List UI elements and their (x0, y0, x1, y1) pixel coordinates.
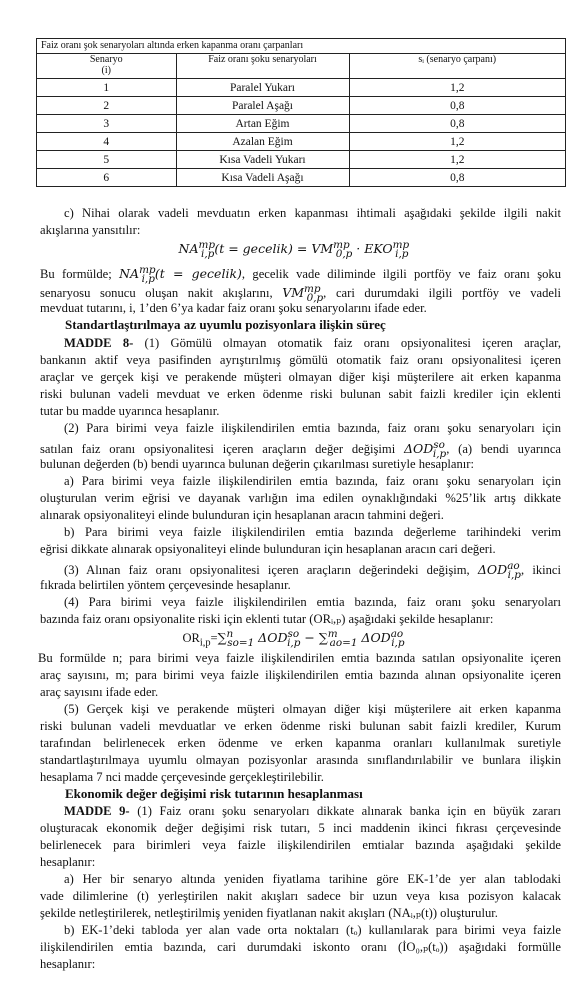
symbol-vm: $VM^{mp}_{0,p}$ (282, 283, 324, 304)
text-line: bankanın aktif veya pasifinden ayrıştırılmış gömülü otomatik faiz oranı opsiyonalitesi içeren (40, 353, 561, 367)
cell: 2 (37, 97, 176, 115)
text-line: belirlenecek para birimleri veya faizle ilişkilendirilen emtialar bazında aşağıdaki şekilde (40, 838, 561, 852)
text-line: (2) Para birimi veya faizle ilişkilendirilen emtia bazında, faiz oranı şoku senaryoları için (64, 421, 561, 435)
text-line: (4) Para birimi veya faizle ilişkilendirilen emtia bazında, faiz oranı şoku senaryoları (64, 595, 561, 609)
formula-na-gecelik: $NA^{mp}_{i,p}(t$ = gecelik) = $VM^{mp}_{0,p} \cdot EKO^{mp}_{i,p}$ (178, 239, 410, 260)
cell: Artan Eğim (176, 115, 349, 133)
cell: 3 (37, 115, 176, 133)
text-line: eğrisi dikkate alınarak opsiyonaliteyi elinde bulunduran için hesaplanan aracın cari değeri. (40, 542, 496, 556)
table-row (37, 97, 565, 115)
cell: 1 (37, 79, 176, 97)
cell: 0,8 (349, 115, 565, 133)
cell: 4 (37, 133, 176, 151)
text-line: alınarak opsiyonaliteyi elinde bulunduran için hesaplanan aracın tahmini değeri. (40, 508, 444, 522)
text-line: (5) Gerçek kişi ve perakende müşteri olmayan diğer kişi müşterilere ait erken kapanma (64, 702, 561, 716)
text-line (64, 335, 561, 352)
text-line: oluşturacak ekonomik değer değişimi risk tutarı, 5 inci maddenin ikinci fıkrası çerçevesinde (40, 821, 561, 835)
cell: Kısa Vadeli Yukarı (176, 151, 349, 169)
text-line: araç sayısını, m; para birimi veya faizle ilişkilendirilen emtia bazında alınan opsiyonalite içeren (40, 668, 561, 682)
table-header-row (37, 54, 565, 79)
text-segment: senaryosu sonucu oluşan nakit akışlarını, (40, 286, 283, 301)
text-segment: (3) Alınan faiz oranı opsiyonalitesi içeren araçların değerindeki değişim, (64, 563, 478, 578)
text-segment: (1) Faiz oranı şoku senaryoları dikkate alınarak banka için en büyük zararı (129, 804, 561, 818)
text-line (64, 803, 561, 820)
cell: 1,2 (349, 79, 565, 97)
header-scenario-multiplier: sᵢ (senaryo çarpanı) (349, 54, 565, 79)
text-segment: satılan faiz oranı opsiyonalitesi içeren araçların değer değişimi (40, 442, 404, 457)
table-row (37, 169, 565, 187)
text-line: vade dilimlerine (t) yerleştirilen nakit akışları sadece bir uzun veya kısa pozisyon kalacak (40, 889, 561, 903)
table-row (37, 115, 565, 133)
text-line: standartlaştırılmaya uyumlu olmayan pozisyonlar arasında sınıflandırılabilir ve bunlara ilişkin (40, 753, 561, 767)
symbol-delta-od-ao: $\Delta OD^{ao}_{i,p}$ (477, 560, 521, 581)
text-segment: , gecelik vade diliminde ilgili portföy ve faiz oranı şoku (241, 267, 562, 282)
cell: Paralel Yukarı (176, 79, 349, 97)
text-line: riski bulunan vadeli mevduat ve erken ödenme riski bulunan sabit faizli krediler için eklenti (40, 387, 561, 401)
header-shock-scenarios: Faiz oranı şoku senaryoları (176, 54, 349, 79)
text-line: tarafından belirlenecek erken ödenme ve erken kapanma oranları kullanılmak suretiyle (40, 736, 561, 750)
cell: Azalan Eğim (176, 133, 349, 151)
scenario-multiplier-table (36, 38, 566, 187)
text-segment: , cari durumdaki ilgili portföy ve vadeli (323, 286, 561, 301)
table-caption: Faiz oranı şok senaryoları altında erken kapanma oranı çarpanları (37, 39, 565, 54)
cell: 1,2 (349, 151, 565, 169)
text-line: şekilde netleştirilerek, netleştirilmiş yeniden fiyatlanan nakit akışları (NAᵢ,ₚ(t)) oluşturulur. (40, 906, 498, 920)
text-line: bulunan değerden (b) bendi uyarınca bulunan değerin çıkarılması suretiyle hesaplanır: (40, 457, 474, 471)
header-scenario: Senaryo (i) (37, 54, 176, 79)
article-label: MADDE 8- (64, 336, 134, 350)
text-line: fıkrada belirtilen yöntem çerçevesinde hesaplanır. (40, 578, 291, 592)
text-line: tutar bu madde uyarınca hesaplanır. (40, 404, 220, 418)
text-line: mevduat tutarını, i, 1’den 6’ya kadar faiz oranı şoku senaryolarını ifade eder. (40, 301, 427, 315)
table-grid (37, 54, 565, 186)
text-segment: , (a) bendi uyarınca (446, 442, 562, 457)
formula-or: $OR_{i,p}=\sum^n_{so=1}$ $\Delta OD^{so}_{i,p} - \sum^m_{ao=1}$ $\Delta OD^{ao}_{i,p}$ (182, 628, 405, 649)
text-line: araçlar ve gerçek kişi ve perakende müşteri olmayan diğer kişi müşterilere ait erken kapanma (40, 370, 561, 384)
text-line: b) EK-1’deki tabloda yer alan vade orta noktaları (tₒ) kullanılarak para birimi veya faizle (64, 923, 561, 937)
text-line: akışlarına yansıtılır: (40, 223, 141, 237)
cell: 1,2 (349, 133, 565, 151)
text-line: oluşturulan verim eğrisi ve dayanak varlığın ima edilen oynaklığındaki %25’lik artış dikkate (40, 491, 561, 505)
table-row (37, 79, 565, 97)
text-segment: (1) Gömülü olmayan otomatik faiz oranı opsiyonalitesi içeren araçlar, (133, 336, 561, 350)
cell: 0,8 (349, 97, 565, 115)
text-line: b) Para birimi veya faizle ilişkilendirilen emtia bazında değerleme tarihindeki verim (64, 525, 561, 539)
section-heading: Ekonomik değer değişimi risk tutarının hesaplanması (65, 786, 363, 801)
text-segment: Bu formülde; (40, 267, 120, 282)
symbol-delta-od-so: $\Delta OD^{so}_{i,p}$ (403, 439, 447, 460)
text-line: a) Her bir senaryo altında yeniden fiyatlama tarihine göre EK-1’de yer alan tablodaki (64, 872, 561, 886)
text-line: hesaplama 7 nci madde çerçevesinde gerçekleştirilebilir. (40, 770, 324, 784)
cell: Paralel Aşağı (176, 97, 349, 115)
table-row (37, 133, 565, 151)
table-row (37, 151, 565, 169)
text-line: c) Nihai olarak vadeli mevduatın erken kapanması ihtimali aşağıdaki şekilde ilgili nakit (64, 206, 561, 220)
text-line: hesaplanır: (40, 957, 96, 971)
section-heading: Standartlaştırılmaya az uyumlu pozisyonlara ilişkin süreç (65, 317, 386, 332)
text-line: hesaplanır: (40, 855, 96, 869)
text-line: riski bulunan vadeli mevduatlar ve erken ödenme riski bulunan sabit faizli krediler, Kurum (40, 719, 561, 733)
cell: Kısa Vadeli Aşağı (176, 169, 349, 187)
cell: 5 (37, 151, 176, 169)
symbol-na: $NA^{mp}_{i,p}(t$ = gecelik) (119, 264, 242, 285)
cell: 0,8 (349, 169, 565, 187)
text-line: bazında faiz oranı opsiyonalite riski için eklenti tutar (ORᵢ,ₚ) aşağıdaki şekilde hesaplanır: (40, 612, 494, 626)
text-line: a) Para birimi veya faizle ilişkilendirilen emtia bazında, faiz oranı şoku senaryoları için (64, 474, 561, 488)
text-segment: , ikinci (520, 563, 561, 578)
cell: 6 (37, 169, 176, 187)
text-line: ilişkilendirilen emtia bazında, cari durumdaki iskonto oranı (İO₀,ₚ(tₒ)) aşağıdaki formülle (40, 940, 561, 954)
text-line: araç sayısını ifade eder. (40, 685, 159, 699)
text-line: Bu formülde n; para birimi veya faizle ilişkilendirilen emtia bazında satılan opsiyonalite içeren (38, 651, 561, 665)
article-label: MADDE 9- (64, 804, 130, 818)
